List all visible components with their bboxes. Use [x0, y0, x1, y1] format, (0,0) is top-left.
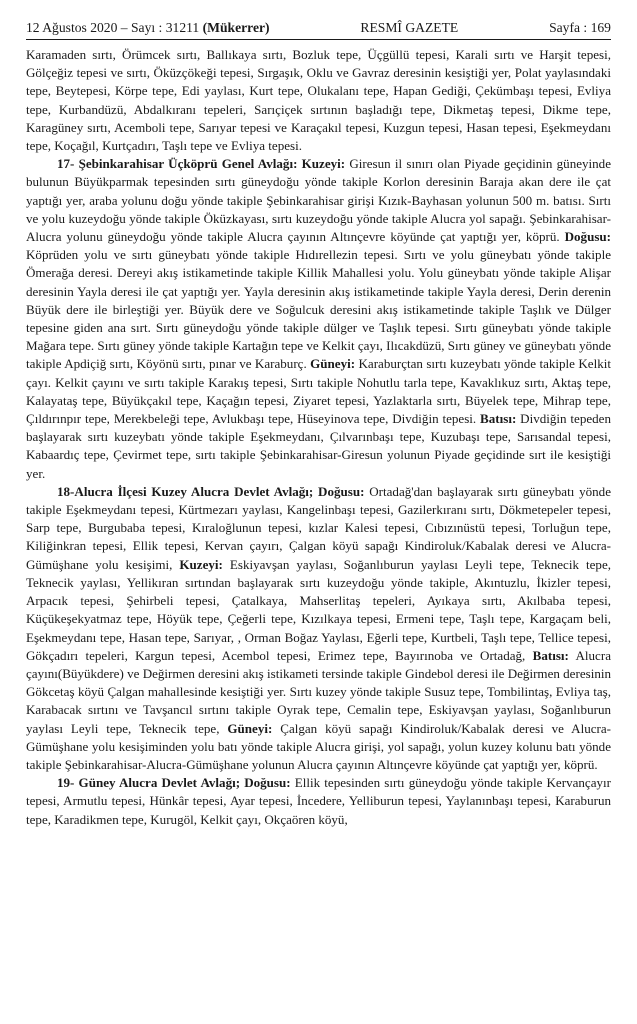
paragraph-text: Ortadağ'dan başlayarak sırtı güneybatı yönde takiple Eşekmeydanı tepesi, Kürtmezarı yaylası, Kangelinbaşı tepesi, Gazilerkıranı sırtı, Dökmetepeler tepesi, Sarp tepe, Burgubaba tepesi, Kıraloğlunun tepesi, kızlar Kalesi tepesi, Cıbızınüstü tepesi, Torluğun tepe, Kiliğinkran tepesi, Ellik tepesi, Kervan çayırı, Çalgan köyü sapağı Kindiroluk/Kabalak deresi ve Alucra-Gümüşhane yolu kesişimi,: [26, 483, 611, 572]
document-body: [26, 46, 611, 829]
section-heading-text: Kuzeyi:: [179, 556, 223, 572]
section-heading-text: Güneyi:: [227, 720, 273, 736]
section-heading-text: Batısı:: [532, 647, 569, 663]
section-heading-text: Batısı:: [480, 411, 517, 427]
page-number: Sayfa : 169: [549, 20, 611, 35]
body-paragraph: [26, 155, 611, 483]
body-paragraph: [26, 774, 611, 829]
gazette-title: RESMÎ GAZETE: [360, 20, 459, 35]
body-paragraph: [26, 483, 611, 774]
issue-date-number: 12 Ağustos 2020 – Sayı : 31211: [26, 20, 203, 35]
body-paragraph: [26, 46, 611, 155]
paragraph-text: Divdiğin tepeden başlayarak sırtı kuzeybatı yönde takiple Eşekmeydanı, Çılvarınbaşı tepe, Kuzubaşı tepe, Sarısandal tepesi, Kabaardıç tepe, Çevirmet tepe, sırtı takiple Şebinkarahisar-Giresun yolunun Piyade geçidinde sırt ile kesiştiği yer.: [26, 411, 611, 481]
issue-info: [26, 20, 270, 36]
paragraph-text: Giresun il sınırı olan Piyade geçidinin güneyinde bulunun Büyükparmak tepesinden sırtı güneydoğu yönde takiple Korlon deresinin Baraja akan dere ile çat yaptığı yer, araba yolunu doğu yönde takiple Şebinkarahisar girişi Kızık-Bayhasan yolunun 500 m. batısı. Sırtı ve yolu kuzeydoğu yönde takiple Öküzkayası, sırtı kuzeydoğu yönde takiple Alucra yol sapağı. Şebinkarahisar-Alucra yolunu güneydoğu yönde takiple Alucra çayının Altınçevre köyünde çat yaptığı yer, köprü.: [26, 156, 611, 245]
header-divider: [26, 39, 611, 40]
issue-supplement-label: (Mükerrer): [202, 20, 270, 35]
section-heading-text: Güneyi:: [310, 356, 356, 372]
section-heading-text: Doğusu:: [564, 229, 611, 245]
paragraph-text: Eskiyavşan yaylası, Soğanlıburun yaylası Leyli tepe, Teknecik tepe, Teknecik yaylası, Yellikıran sırtından başlayarak sırtı kuzeydoğu yönde takiple, Akıntuzlu, İkizler tepesi, Arpacık tepesi, Şehirbeli tepesi, Çatalkaya, Mahserlitaş tepeleri, Ayıkaya sırtı, Akılbaba tepesi, Küçükeşekyatmaz tepe, Höyük tepe, Çeğerli tepe, Kızılkaya tepesi, Ermeni tepe, Taşlı tepe, Kargaçam beli, Eşekmeydanı tepe, Hasan tepe, Sarıyar, , Orman Boğaz Yaylası, Eğerli tepe, Kurtbeli, Taşlı tepe, Tellice tepesi, Gökçadırı tepeleri, Kargun tepesi, Acembol tepesi, Erimez tepe, Bayırınoba ve Ortadağ,: [26, 556, 611, 663]
paragraph-text: Karaburçtan sırtı kuzeybatı yönde takiple Kelkit çayı. Kelkit çayını ve sırtı takiple Karakış tepesi, Sırtı takiple Nohutlu tarla tepe, Kavaklıkuz sırtı, Aktaş tepe, Kalayataş tepe, Büyükçakıl tepe, Kaçağın tepesi, Ziyaret tepesi, Yazlaktarla sırtı, Büyelek tepe, Mihrap tepe, Çıldırınpır tepe, Merekbeleği tepe, Avlukbaşı tepe, Hüseyinova tepe, Divdiğin tepesi.: [26, 356, 611, 427]
section-heading-text: 17- Şebinkarahisar Üçköprü Genel Avlağı: Kuzeyi:: [57, 156, 346, 172]
section-heading-text: 18-Alucra İlçesi Kuzey Alucra Devlet Avlağı; Doğusu:: [57, 483, 365, 499]
paragraph-text: Alucra çayını(Büyükdere) ve Değirmen deresini akış istikameti tersinde takiple Gindebol deresi ile Değirmen deresinin Gökcetaş köyü Çalgan mahallesinde kesiştiği yer. Sırtı kuzey yönde takiple Susuz tepe, Tombilintaş, Evliya taş, Karabacak sırtını ve Tavşancıl sırtını takiple Oyrak tepe, Cemalin tepe, Eskiyavşan yaylası, Soğanlıburun yaylası Leyli tepe, Teknecik tepe,: [26, 647, 611, 736]
paragraph-text: Köprüden yolu ve sırtı güneybatı yönde takiple Hıdırellezin tepesi. Sırtı ve yolu güneybatı yönde takiple Ömerağa deresi. Dereyi akış istikametinde takiple Killik Mahallesi yolu. Yolu güneybatı yönde takiple Alişar deresinin Yayla deresi ile çat yaptığı yer. Yayla deresinin akış istikametinde takiple Yayla deresi, Derin derenin Büyük dere ile birleştiği yer. Büyük dere ve Soğulcuk deresini akış istikametinde takiple Taşlık ve Dülger tepesine giden ana sırt. Sırtı güneydoğu yönde takiple dülger ve Taşlık tepesi. Sırtı güneybatı yönde takiple Mağara tepe. Sırtı güney yönde takiple Kartağın tepe ve Kelkit çayı, Ilıcakdüzü, Sırtı güney ve güneybatı yönde takiple Apdiçiğ sırtı, Köyönü sırtı, pınar ve Karaburç.: [26, 247, 611, 372]
paragraph-text: Karamaden sırtı, Örümcek sırtı, Ballıkaya sırtı, Bozluk tepe, Üçgüllü tepesi, Karali sırtı ve Harşit tepesi, Gölçeğiz tepesi ve sırtı, Öküzçökeği tepesi, Sırgaşık, Oklu ve Gavraz deresinin kesiştiği yer, Polat yaylasındaki tepe, Beytepesi, Körpe tepe, Edi yaylası, Kurt tepe, Olukalanı tepe, Hapan Gediği, Çekümbaşı tepesi, Evliya tepe, Kurbandüzü, Abdalkıranı tepeleri, Sarıçiçek sırtının başladığı tepe, Dikmetaş tepesi, Dikme tepe, Karagüney sırtı, Acemboli tepe, Sarıyar tepesi ve Karaçakıl tepesi, Kuzgun tepesi, Hasan tepesi, Eşekmeydanı tepe, Koçağıl, Kurtçadırı, Taşlı tepe ve Evliya tepesi.: [26, 47, 611, 154]
paragraph-text: Çalgan köyü sapağı Kindiroluk/Kabalak deresi ve Alucra-Gümüşhane yolu kesişiminden yolu batı yönde takiple Alucra girişi, yol sapağı, yolun kuzey kolunu batı yönde takiple Şebinkarahisar-Alucra-Gümüşhane yolunun Alucra çayının Altınçevre köyünde çat yaptığı yer, köprü.: [26, 720, 611, 772]
page-header: [26, 16, 611, 36]
section-heading-text: 19- Güney Alucra Devlet Avlağı; Doğusu:: [57, 775, 291, 791]
paragraph-text: Ellik tepesinden sırtı güneydoğu yönde takiple Kervançayır tepesi, Armutlu tepesi, Hünkâr tepesi, Ayar tepesi, İncedere, Yelliburun tepesi, Yaylanınbaşı tepesi, Karaburun tepe, Karadikmen tepe, Kurugöl, Kelkit çayı, Okçaören köyü,: [26, 775, 611, 827]
